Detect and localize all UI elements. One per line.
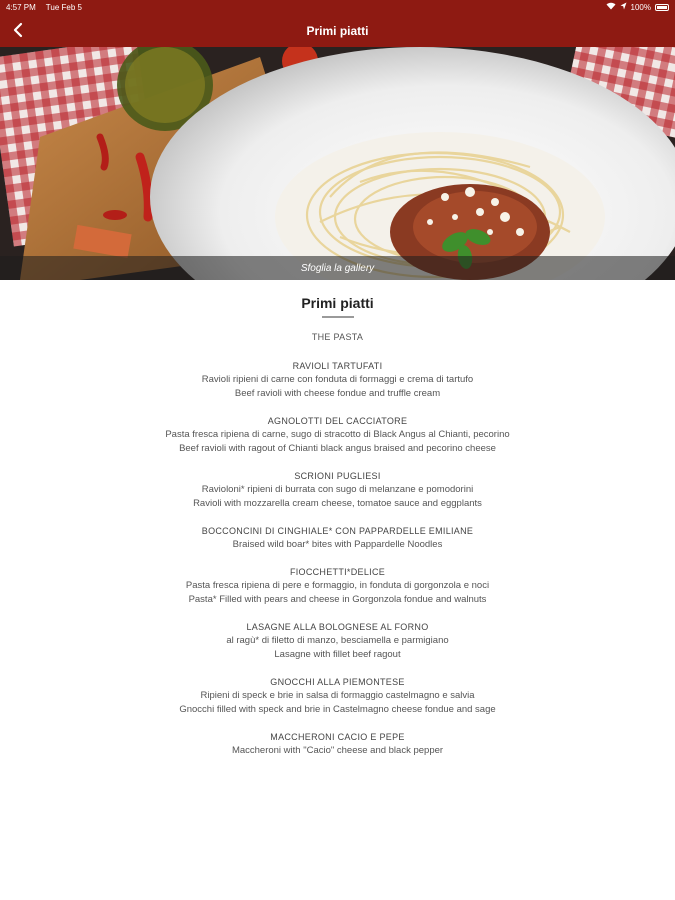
menu-item-name: SCRIONI PUGLIESI	[294, 471, 381, 481]
nav-bar	[0, 14, 675, 47]
menu-item-name: GNOCCHI ALLA PIEMONTESE	[270, 677, 405, 687]
back-button[interactable]	[6, 18, 30, 42]
gallery-button[interactable]: Sfoglia la gallery	[0, 256, 675, 280]
menu-item	[0, 676, 675, 717]
menu-item	[0, 360, 675, 401]
menu-item-description: Gnocchi filled with speck and brie in Castelmagno cheese fondue and sage	[179, 704, 496, 715]
title-divider	[322, 316, 354, 318]
menu-item-name: LASAGNE ALLA BOLOGNESE AL FORNO	[246, 622, 429, 632]
menu-item-name: FIOCCHETTI*DELICE	[289, 567, 386, 577]
battery-icon	[655, 4, 669, 11]
status-bar	[0, 0, 675, 14]
menu-content	[0, 292, 675, 772]
menu-item-description: Lasagne with fillet beef ragout	[274, 649, 401, 660]
hero-image[interactable]	[0, 47, 675, 280]
menu-item-name: MACCHERONI CACIO E PEPE	[270, 732, 405, 742]
menu-item-description: Pasta fresca ripiena di carne, sugo di stracotto di Black Angus al Chianti, pecorino	[165, 429, 510, 440]
chevron-left-icon	[12, 22, 24, 38]
menu-item	[0, 566, 675, 607]
menu-item-description: Pasta* Filled with pears and cheese in Gorgonzola fondue and walnuts	[188, 594, 487, 605]
menu-item-name: RAVIOLI TARTUFATI	[292, 361, 383, 371]
battery-percent: 100%	[630, 2, 651, 12]
page-title: Primi piatti	[301, 295, 374, 311]
status-indicators	[606, 2, 669, 12]
menu-item	[0, 470, 675, 511]
menu-item-description: al ragù* di filetto di manzo, besciamella e parmigiano	[226, 635, 449, 646]
menu-item	[0, 525, 675, 552]
menu-item-description: Ripieni di speck e brie in salsa di formaggio castelmagno e salvia	[200, 690, 475, 701]
menu-list	[0, 360, 675, 758]
menu-item	[0, 731, 675, 758]
menu-item	[0, 621, 675, 662]
menu-item-name: AGNOLOTTI DEL CACCIATORE	[267, 416, 408, 426]
menu-item-description: Ravioloni* ripieni di burrata con sugo di melanzane e pomodorini	[201, 484, 474, 495]
wifi-icon	[606, 2, 616, 12]
section-title: THE PASTA	[311, 332, 364, 342]
menu-item-description: Maccheroni with "Cacio" cheese and black pepper	[231, 745, 444, 756]
menu-item-description: Beef ravioli with ragout of Chianti black angus braised and pecorino cheese	[179, 443, 496, 454]
menu-item-description: Braised wild boar* bites with Pappardelle Noodles	[232, 539, 443, 550]
nav-title: Primi piatti	[306, 23, 369, 38]
menu-item-description: Ravioli with mozzarella cream cheese, tomatoe sauce and eggplants	[193, 498, 482, 509]
menu-item-description: Pasta fresca ripiena di pere e formaggio, in fonduta di gorgonzola e noci	[185, 580, 490, 591]
menu-item	[0, 415, 675, 456]
menu-item-description: Ravioli ripieni di carne con fonduta di formaggi e crema di tartufo	[201, 374, 474, 385]
location-icon	[620, 2, 627, 12]
status-date: Tue Feb 5	[45, 2, 82, 12]
menu-item-description: Beef ravioli with cheese fondue and truffle cream	[234, 388, 441, 399]
pasta-photo	[0, 47, 675, 280]
status-time: 4:57 PM	[6, 2, 36, 12]
menu-item-name: BOCCONCINI DI CINGHIALE* CON PAPPARDELLE EMILIANE	[201, 526, 474, 536]
